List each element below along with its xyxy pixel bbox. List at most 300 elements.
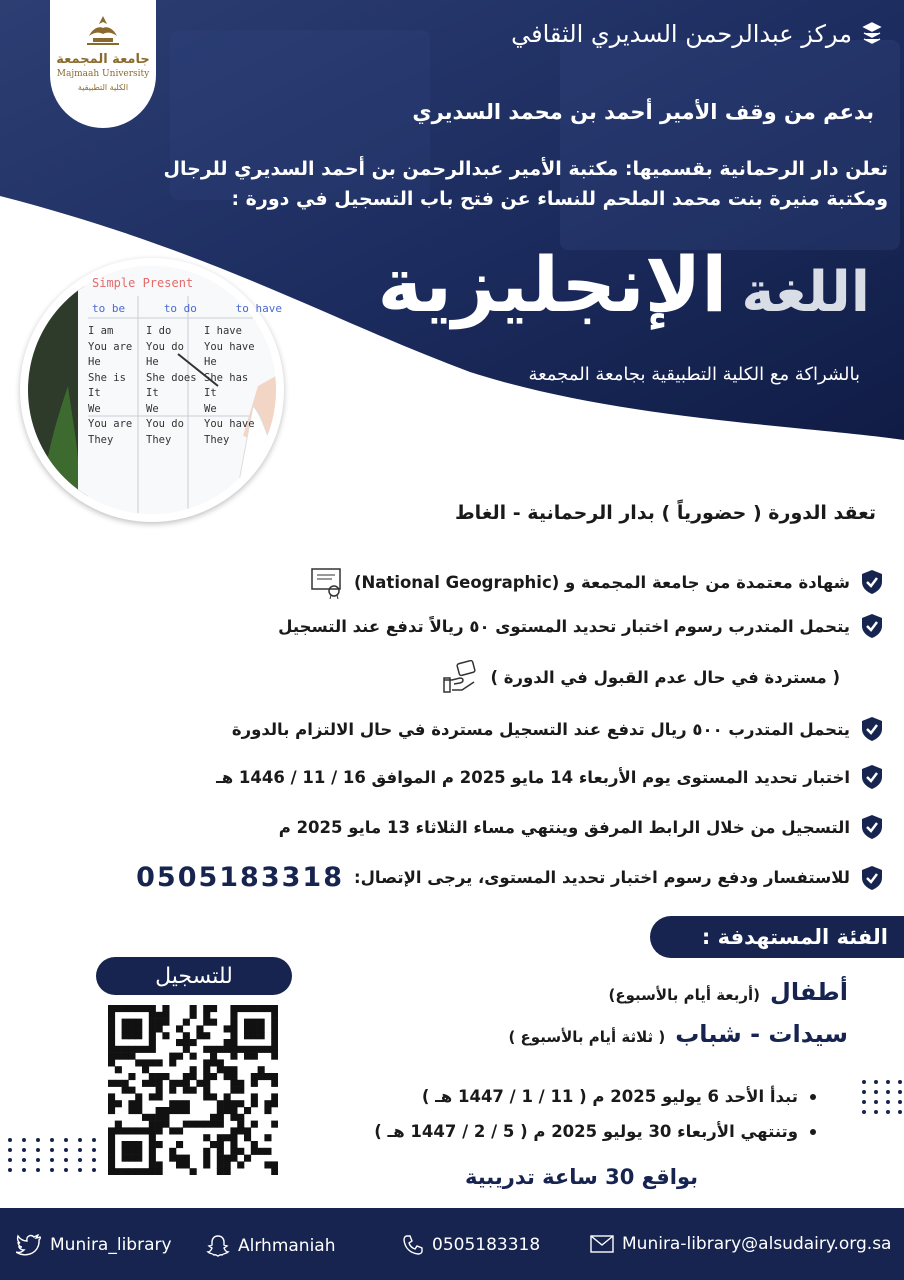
logo-college-name: الكلية التطبيقية xyxy=(77,83,129,92)
qr-module xyxy=(108,1168,115,1175)
qr-module xyxy=(264,1107,271,1114)
qr-module xyxy=(135,1141,142,1148)
whiteboard-columns xyxy=(92,302,282,315)
qr-module xyxy=(190,1039,197,1046)
qr-module xyxy=(135,1005,142,1012)
qr-module xyxy=(244,1127,251,1134)
qr-module xyxy=(230,1114,237,1121)
whiteboard-cell: They xyxy=(146,433,172,446)
qr-module xyxy=(156,1019,163,1026)
footer-email[interactable] xyxy=(590,1234,891,1254)
qr-module xyxy=(190,1168,197,1175)
qr-module xyxy=(217,1100,224,1107)
bullet-text: التسجيل من خلال الرابط المرفق وينتهي مساء الثلاثاء 13 مايو 2025 م xyxy=(278,817,850,837)
qr-module xyxy=(122,1080,129,1087)
qr-module xyxy=(224,1100,231,1107)
whiteboard-cell: They xyxy=(88,433,114,446)
group-name: أطفال xyxy=(770,978,848,1006)
qr-module xyxy=(230,1032,237,1039)
bullet-course-fee xyxy=(232,716,884,742)
register-button[interactable]: للتسجيل xyxy=(96,957,292,995)
footer-phone[interactable] xyxy=(402,1234,540,1256)
qr-module xyxy=(203,1155,210,1162)
qr-module xyxy=(115,1046,122,1053)
qr-module xyxy=(108,1155,115,1162)
qr-module xyxy=(176,1161,183,1168)
qr-module xyxy=(128,1005,135,1012)
qr-module xyxy=(258,1019,265,1026)
qr-module xyxy=(128,1053,135,1060)
qr-module xyxy=(271,1168,278,1175)
qr-module xyxy=(176,1080,183,1087)
qr-module xyxy=(210,1046,217,1053)
qr-module xyxy=(271,1032,278,1039)
qr-module xyxy=(258,1066,265,1073)
email-icon xyxy=(590,1235,614,1253)
whiteboard-col-1: to be xyxy=(92,302,126,315)
qr-module xyxy=(156,1059,163,1066)
qr-module xyxy=(271,1019,278,1026)
whiteboard-row xyxy=(88,324,268,340)
qr-module xyxy=(115,1066,122,1073)
qr-module xyxy=(149,1019,156,1026)
phone-icon xyxy=(402,1234,424,1256)
qr-module xyxy=(251,1046,258,1053)
dots-decoration-left xyxy=(8,1138,100,1172)
footer-bar xyxy=(0,1208,904,1280)
qr-module xyxy=(128,1032,135,1039)
qr-module xyxy=(162,1032,169,1039)
qr-module xyxy=(135,1032,142,1039)
qr-module xyxy=(149,1039,156,1046)
qr-module xyxy=(271,1005,278,1012)
qr-module xyxy=(176,1100,183,1107)
qr-module xyxy=(108,1134,115,1141)
qr-module xyxy=(162,1012,169,1019)
qr-module xyxy=(176,1141,183,1148)
footer-twitter[interactable] xyxy=(16,1234,172,1256)
qr-module xyxy=(230,1053,237,1060)
qr-module xyxy=(156,1141,163,1148)
qr-module xyxy=(264,1005,271,1012)
shield-check-icon xyxy=(860,569,884,595)
qr-module xyxy=(210,1114,217,1121)
qr-module xyxy=(210,1019,217,1026)
qr-module xyxy=(108,1059,115,1066)
qr-module xyxy=(230,1005,237,1012)
shield-check-icon xyxy=(860,716,884,742)
whiteboard-col-3: to have xyxy=(235,302,282,315)
center-header xyxy=(511,20,882,48)
qr-module xyxy=(169,1148,176,1155)
qr-module xyxy=(122,1168,129,1175)
qr-module xyxy=(128,1100,135,1107)
qr-module xyxy=(108,1148,115,1155)
qr-module xyxy=(183,1107,190,1114)
qr-module xyxy=(149,1025,156,1032)
qr-module xyxy=(271,1039,278,1046)
qr-module xyxy=(230,1012,237,1019)
qr-module xyxy=(169,1080,176,1087)
qr-module xyxy=(108,1107,115,1114)
contact-phone-big[interactable]: 0505183318 xyxy=(136,862,344,893)
qr-module xyxy=(217,1148,224,1155)
whiteboard-cell: He xyxy=(146,356,159,368)
qr-module xyxy=(135,1127,142,1134)
qr-module xyxy=(258,1148,265,1155)
qr-module xyxy=(264,1134,271,1141)
qr-module xyxy=(244,1032,251,1039)
shield-check-icon xyxy=(860,865,884,891)
qr-module xyxy=(271,1100,278,1107)
qr-module xyxy=(183,1087,190,1094)
dots-decoration-right xyxy=(862,1080,904,1114)
qr-module xyxy=(135,1148,142,1155)
qr-module xyxy=(203,1012,210,1019)
qr-module xyxy=(128,1168,135,1175)
training-hours: بواقع 30 ساعة تدريبية xyxy=(465,1165,698,1189)
qr-module xyxy=(203,1148,210,1155)
qr-module xyxy=(210,1005,217,1012)
qr-module xyxy=(156,1073,163,1080)
qr-module xyxy=(149,1080,156,1087)
qr-module xyxy=(271,1012,278,1019)
qr-module xyxy=(251,1005,258,1012)
qr-module xyxy=(149,1032,156,1039)
qr-module xyxy=(115,1121,122,1128)
qr-module xyxy=(176,1127,183,1134)
qr-module xyxy=(203,1161,210,1168)
qr-module xyxy=(108,1005,115,1012)
group-name: سيدات - شباب xyxy=(675,1020,848,1048)
end-date xyxy=(374,1122,816,1141)
whiteboard-cell: He xyxy=(88,356,101,368)
qr-module xyxy=(122,1087,129,1094)
center-name: مركز عبدالرحمن السديري الثقافي xyxy=(511,20,852,48)
qr-module xyxy=(156,1127,163,1134)
announcement-line-2: ومكتبة منيرة بنت محمد الملحم للنساء عن فتح باب التسجيل في دورة : xyxy=(231,188,888,210)
qr-module xyxy=(230,1046,237,1053)
qr-module xyxy=(156,1012,163,1019)
qr-module xyxy=(224,1073,231,1080)
group-days: ( ثلاثة أيام بالأسبوع ) xyxy=(508,1028,666,1046)
qr-module xyxy=(244,1134,251,1141)
qr-module xyxy=(230,1134,237,1141)
qr-module xyxy=(271,1053,278,1060)
qr-module xyxy=(142,1005,149,1012)
qr-module xyxy=(149,1121,156,1128)
qr-module xyxy=(264,1148,271,1155)
qr-module xyxy=(230,1066,237,1073)
qr-module xyxy=(162,1121,169,1128)
qr-module xyxy=(203,1087,210,1094)
qr-module xyxy=(271,1046,278,1053)
qr-module xyxy=(251,1093,258,1100)
qr-module xyxy=(108,1039,115,1046)
qr-module xyxy=(183,1032,190,1039)
qr-module xyxy=(230,1100,237,1107)
qr-module xyxy=(251,1100,258,1107)
whiteboard-row xyxy=(88,340,268,356)
qr-module xyxy=(128,1141,135,1148)
whiteboard-cell: They xyxy=(204,433,230,446)
qr-module xyxy=(258,1025,265,1032)
qr-module xyxy=(122,1141,129,1148)
qr-module xyxy=(203,1134,210,1141)
whiteboard-cell: I have xyxy=(204,325,242,337)
qr-module xyxy=(128,1148,135,1155)
qr-module xyxy=(251,1148,258,1155)
qr-module xyxy=(271,1025,278,1032)
photo-frame xyxy=(20,258,284,522)
qr-module xyxy=(142,1059,149,1066)
qr-module xyxy=(108,1032,115,1039)
bullet-text: يتحمل المتدرب ٥٠٠ ريال تدفع عند التسجيل مستردة في حال الالتزام بالدورة xyxy=(231,719,850,739)
location-line: تعقد الدورة ( حضورياً ) بدار الرحمانية - الغاط xyxy=(454,502,876,524)
qr-module xyxy=(176,1155,183,1162)
qr-module xyxy=(162,1107,169,1114)
university-logo xyxy=(50,0,156,128)
qr-module xyxy=(230,1025,237,1032)
qr-module xyxy=(251,1080,258,1087)
qr-module xyxy=(217,1059,224,1066)
whiteboard-row xyxy=(88,433,268,449)
logo-arabic-name: جامعة المجمعة xyxy=(56,52,150,67)
qr-module xyxy=(108,1012,115,1019)
whiteboard-cell: I do xyxy=(146,325,172,337)
qr-module xyxy=(115,1080,122,1087)
target-group-women-youth xyxy=(508,1020,848,1048)
qr-module xyxy=(224,1025,231,1032)
qr-module xyxy=(183,1161,190,1168)
bullet-text: يتحمل المتدرب رسوم اختبار تحديد المستوى ٥٠ ريالاً تدفع عند التسجيل xyxy=(278,616,850,636)
qr-module xyxy=(135,1025,142,1032)
whiteboard-cell: You do xyxy=(146,418,184,430)
whiteboard-cell: You do xyxy=(146,340,184,353)
qr-module xyxy=(264,1161,271,1168)
qr-module xyxy=(169,1107,176,1114)
qr-module xyxy=(115,1005,122,1012)
qr-module xyxy=(183,1080,190,1087)
qr-module xyxy=(135,1100,142,1107)
qr-module xyxy=(251,1053,258,1060)
footer-snapchat[interactable] xyxy=(206,1234,335,1258)
qr-module xyxy=(237,1127,244,1134)
qr-module xyxy=(230,1141,237,1148)
bullet-level-test-fee xyxy=(278,613,884,639)
qr-module xyxy=(169,1087,176,1094)
target-group-children xyxy=(609,978,848,1006)
qr-module xyxy=(115,1127,122,1134)
qr-module xyxy=(251,1073,258,1080)
group-days: (أربعة أيام بالأسبوع) xyxy=(608,986,761,1004)
qr-module xyxy=(251,1032,258,1039)
whiteboard-row xyxy=(88,417,268,433)
qr-module xyxy=(203,1066,210,1073)
qr-module xyxy=(210,1093,217,1100)
whiteboard-row xyxy=(88,386,268,402)
qr-module xyxy=(230,1039,237,1046)
whiteboard-rows xyxy=(88,324,268,448)
qr-module xyxy=(264,1046,271,1053)
qr-module xyxy=(217,1141,224,1148)
qr-module xyxy=(135,1046,142,1053)
qr-module xyxy=(230,1107,237,1114)
qr-module xyxy=(122,1053,129,1060)
qr-module xyxy=(149,1073,156,1080)
qr-module xyxy=(149,1141,156,1148)
qr-module xyxy=(149,1005,156,1012)
qr-module xyxy=(183,1121,190,1128)
qr-module xyxy=(237,1148,244,1155)
qr-module xyxy=(156,1087,163,1094)
qr-module xyxy=(176,1053,183,1060)
twitter-icon xyxy=(16,1234,42,1256)
logo-english-name: Majmaah University xyxy=(56,69,150,79)
qr-module xyxy=(108,1019,115,1026)
qr-module xyxy=(169,1059,176,1066)
qr-module xyxy=(237,1121,244,1128)
qr-module xyxy=(183,1100,190,1107)
qr-module xyxy=(135,1093,142,1100)
qr-module xyxy=(108,1053,115,1060)
qr-module xyxy=(251,1121,258,1128)
qr-module xyxy=(230,1087,237,1094)
qr-module xyxy=(149,1168,156,1175)
qr-module xyxy=(237,1100,244,1107)
qr-module xyxy=(217,1155,224,1162)
qr-module xyxy=(122,1032,129,1039)
bullet-text: شهادة معتمدة من جامعة المجمعة و (National Geographic) xyxy=(353,572,850,592)
qr-module xyxy=(135,1107,142,1114)
qr-module xyxy=(156,1080,163,1087)
qr-module xyxy=(203,1019,210,1026)
qr-module xyxy=(224,1107,231,1114)
qr-module xyxy=(156,1121,163,1128)
partnership-line: بالشراكة مع الكلية التطبيقية بجامعة المجمعة xyxy=(528,364,860,385)
qr-module xyxy=(196,1121,203,1128)
bullet-registration-deadline xyxy=(279,814,884,840)
qr-module xyxy=(135,1019,142,1026)
university-emblem-icon xyxy=(83,14,123,50)
qr-module xyxy=(210,1053,217,1060)
qr-module xyxy=(122,1127,129,1134)
qr-module xyxy=(237,1005,244,1012)
qr-module xyxy=(176,1107,183,1114)
whiteboard-row xyxy=(88,402,268,418)
qr-module xyxy=(190,1073,197,1080)
qr-module xyxy=(183,1155,190,1162)
whiteboard-col-2: to do xyxy=(163,302,197,315)
qr-module xyxy=(149,1059,156,1066)
shield-check-icon xyxy=(860,613,884,639)
announcement-line-1: تعلن دار الرحمانية بقسميها: مكتبة الأمير عبدالرحمن بن أحمد السديري للرجال xyxy=(163,158,888,180)
qr-module xyxy=(196,1025,203,1032)
end-date-text: وتنتهي الأربعاء 30 يوليو 2025 م ( 5 / 2 / 1447 هـ ) xyxy=(374,1122,798,1141)
bullet-refund-note xyxy=(442,660,840,694)
qr-module xyxy=(128,1155,135,1162)
qr-module xyxy=(108,1093,115,1100)
qr-module xyxy=(162,1019,169,1026)
qr-module xyxy=(237,1046,244,1053)
qr-module xyxy=(176,1039,183,1046)
qr-module xyxy=(156,1161,163,1168)
qr-module xyxy=(203,1005,210,1012)
qr-module xyxy=(122,1005,129,1012)
qr-module xyxy=(230,1148,237,1155)
shield-check-icon xyxy=(860,764,884,790)
bullet-test-date xyxy=(216,764,884,790)
qr-module xyxy=(210,1141,217,1148)
whiteboard-cell: He xyxy=(204,356,217,368)
qr-module xyxy=(203,1121,210,1128)
whiteboard-cell: We xyxy=(88,402,101,415)
whiteboard-cell: You are xyxy=(88,340,133,353)
qr-module xyxy=(142,1066,149,1073)
qr-module xyxy=(230,1127,237,1134)
bullet-text: ( مستردة في حال عدم القبول في الدورة ) xyxy=(490,667,840,687)
money-hand-icon xyxy=(442,660,480,694)
whiteboard-cell: It xyxy=(146,387,159,399)
whiteboard-cell: You are xyxy=(88,418,133,430)
qr-module xyxy=(169,1053,176,1060)
target-audience-heading: الفئة المستهدفة : xyxy=(650,916,904,958)
whiteboard-row xyxy=(88,355,268,371)
whiteboard-cell: You have xyxy=(204,340,255,353)
qr-module xyxy=(149,1161,156,1168)
qr-module xyxy=(122,1155,129,1162)
bullet-text: اختبار تحديد المستوى يوم الأربعاء 14 مايو 2025 م الموافق 16 / 11 / 1446 هـ xyxy=(216,767,850,787)
qr-module xyxy=(149,1093,156,1100)
qr-module xyxy=(251,1025,258,1032)
qr-module xyxy=(122,1046,129,1053)
qr-module xyxy=(176,1025,183,1032)
qr-module xyxy=(169,1127,176,1134)
qr-module xyxy=(210,1073,217,1080)
qr-module xyxy=(271,1080,278,1087)
qr-module xyxy=(156,1093,163,1100)
whiteboard-cell: You have xyxy=(204,418,255,430)
qr-module xyxy=(183,1046,190,1053)
qr-module xyxy=(190,1121,197,1128)
whiteboard-cell: We xyxy=(204,402,217,415)
qr-module xyxy=(128,1046,135,1053)
qr-module xyxy=(217,1134,224,1141)
qr-module xyxy=(156,1168,163,1175)
registration-qr-code[interactable] xyxy=(108,1005,278,1175)
bullet-dot xyxy=(810,1129,816,1135)
qr-module xyxy=(230,1019,237,1026)
qr-module xyxy=(258,1005,265,1012)
qr-module xyxy=(237,1080,244,1087)
qr-module xyxy=(115,1053,122,1060)
whiteboard-cell: We xyxy=(146,402,159,415)
qr-module xyxy=(203,1032,210,1039)
qr-module xyxy=(244,1107,251,1114)
qr-module xyxy=(271,1121,278,1128)
qr-module xyxy=(108,1025,115,1032)
qr-module xyxy=(203,1093,210,1100)
qr-module xyxy=(224,1066,231,1073)
qr-module xyxy=(190,1012,197,1019)
qr-module xyxy=(264,1100,271,1107)
twitter-handle: Munira_library xyxy=(50,1235,172,1255)
phone-number: 0505183318 xyxy=(432,1235,541,1255)
qr-module xyxy=(244,1046,251,1053)
qr-module xyxy=(108,1141,115,1148)
qr-module xyxy=(162,1073,169,1080)
qr-module xyxy=(244,1005,251,1012)
